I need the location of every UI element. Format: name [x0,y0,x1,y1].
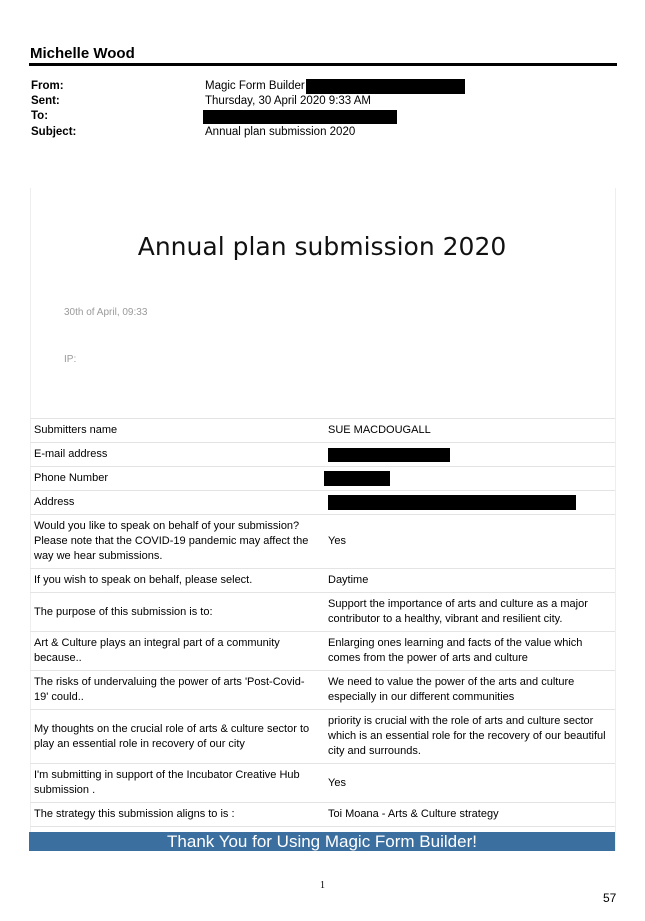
row-answer: Yes [319,515,615,569]
row-answer: We need to value the power of the arts and culture especially in our different communities [319,671,615,710]
table-row [30,671,615,710]
from-label: From: [31,80,64,92]
table-row [30,632,615,671]
row-question: E-mail address [30,443,319,467]
row-question: Would you like to speak on behalf of your submission? Please note that the COVID-19 pandemic may affect the way we hear submissions. [30,515,319,569]
row-question: I'm submitting in support of the Incubator Creative Hub submission . [30,764,319,803]
from-value: Magic Form Builder [205,80,305,92]
table-row [30,569,615,593]
sent-label: Sent: [31,95,60,107]
submission-timestamp: 30th of April, 09:33 [64,307,148,318]
subject-value: Annual plan submission 2020 [205,126,356,138]
table-row [30,419,615,443]
row-answer [319,467,615,491]
table-row [30,443,615,467]
document-number: 57 [603,891,617,905]
row-question: The purpose of this submission is to: [30,593,319,632]
row-answer: Daytime [319,569,615,593]
row-question: Submitters name [30,419,319,443]
row-question: The strategy this submission aligns to is : [30,803,319,827]
submission-table [30,418,615,827]
row-answer: Support the importance of arts and culture as a major contributor to a healthy, vibrant and resilient city. [319,593,615,632]
row-answer: Enlarging ones learning and facts of the value which comes from the power of arts and culture [319,632,615,671]
ip-label: IP: [64,354,77,365]
redacted-phone [324,471,390,486]
table-row [30,515,615,569]
row-question: If you wish to speak on behalf, please select. [30,569,319,593]
sender-name: Michelle Wood [30,45,135,62]
subject-label: Subject: [31,126,77,138]
redacted-from-address [306,79,465,94]
redacted-address [328,495,576,510]
row-answer: SUE MACDOUGALL [319,419,615,443]
redacted-to-address [203,110,397,124]
sent-value: Thursday, 30 April 2020 9:33 AM [205,95,371,107]
redacted-email [328,448,450,462]
page-number: 1 [320,880,325,891]
thank-you-banner: Thank You for Using Magic Form Builder! [29,832,615,851]
row-answer: Toi Moana - Arts & Culture strategy [319,803,615,827]
table-row [30,764,615,803]
table-row [30,593,615,632]
to-label: To: [31,110,49,122]
table-row [30,467,615,491]
row-question: The risks of undervaluing the power of arts 'Post-Covid-19' could.. [30,671,319,710]
row-answer: Yes [319,764,615,803]
header-rule [29,63,617,66]
table-row [30,491,615,515]
row-question: Phone Number [30,467,319,491]
table-row [30,803,615,827]
row-question: My thoughts on the crucial role of arts & culture sector to play an essential role in recovery of our city [30,710,319,764]
row-question: Art & Culture plays an integral part of a community because.. [30,632,319,671]
form-title: Annual plan submission 2020 [137,232,507,261]
row-answer: priority is crucial with the role of arts and culture sector which is an essential role for the recovery of our beautiful city and surrounds. [319,710,615,764]
row-question: Address [30,491,319,515]
table-row [30,710,615,764]
row-answer [319,443,615,467]
row-answer [319,491,615,515]
